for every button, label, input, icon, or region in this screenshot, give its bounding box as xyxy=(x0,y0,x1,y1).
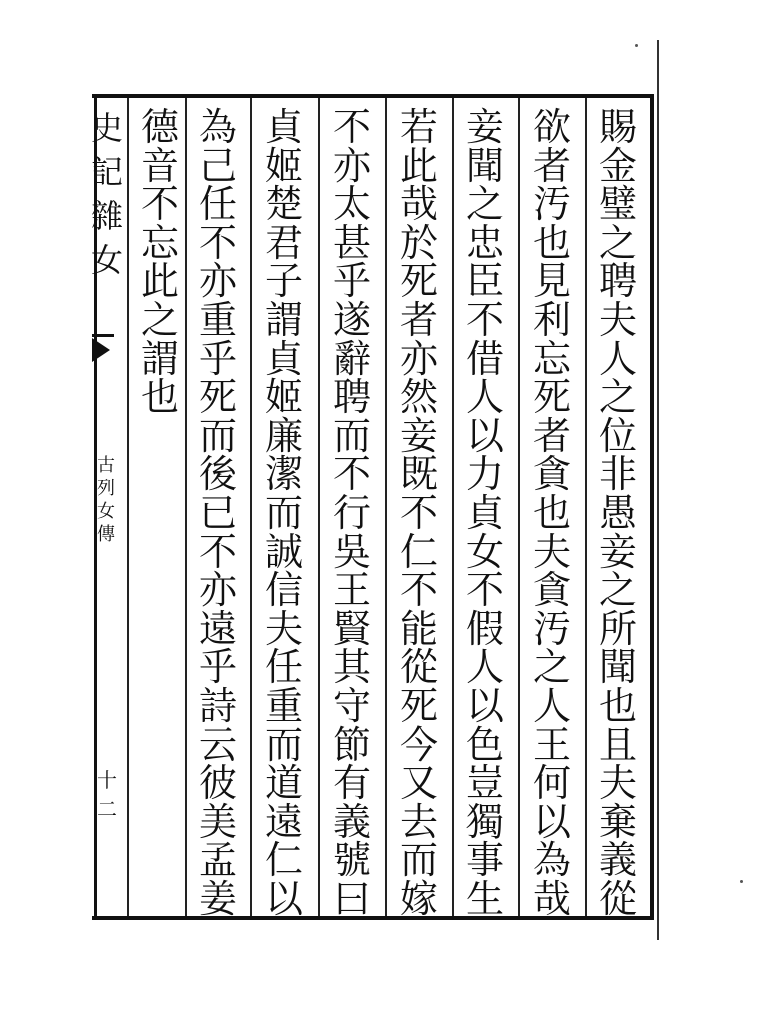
text-character: 人 xyxy=(598,336,637,381)
text-character: 乎 xyxy=(332,259,371,304)
text-column xyxy=(455,105,515,921)
text-character: 忠 xyxy=(465,220,504,265)
text-character: 事 xyxy=(465,838,504,883)
text-character: 能 xyxy=(399,606,438,651)
text-character: 色 xyxy=(465,722,504,767)
text-character: 之 xyxy=(532,645,571,690)
text-character: 廉 xyxy=(264,413,303,458)
text-character: 不 xyxy=(332,105,371,149)
text-character: 仁 xyxy=(399,529,438,574)
text-character: 聞 xyxy=(598,645,637,690)
text-character: 重 xyxy=(198,297,237,342)
text-character: 夫 xyxy=(598,297,637,342)
text-character: 君 xyxy=(264,220,303,265)
text-character: 而 xyxy=(198,413,237,458)
text-character: 號 xyxy=(332,838,371,883)
text-character: 臣 xyxy=(465,259,504,304)
text-character: 不 xyxy=(332,452,371,497)
text-character: 亦 xyxy=(198,568,237,613)
text-character: 義 xyxy=(598,838,637,883)
text-character: 汚 xyxy=(532,182,571,227)
text-character: 不 xyxy=(465,297,504,342)
text-character: 金 xyxy=(598,143,637,188)
text-character: 也 xyxy=(140,375,179,420)
fishtail-mark-icon xyxy=(92,338,110,362)
text-character: 之 xyxy=(598,568,637,613)
text-character: 德 xyxy=(140,105,179,149)
text-character: 已 xyxy=(198,490,237,535)
text-character: 也 xyxy=(532,220,571,265)
text-character: 嫁 xyxy=(399,876,438,921)
text-character: 夫 xyxy=(598,761,637,806)
text-character: 不 xyxy=(140,182,179,227)
text-character: 不 xyxy=(399,490,438,535)
text-character: 非 xyxy=(598,452,637,497)
text-character: 聘 xyxy=(598,259,637,304)
text-character: 此 xyxy=(399,143,438,188)
text-character: 借 xyxy=(465,336,504,381)
scan-speck xyxy=(635,44,638,47)
text-character: 遠 xyxy=(198,606,237,651)
text-character: 死 xyxy=(399,259,438,304)
text-character: 誠 xyxy=(264,529,303,574)
column-rule xyxy=(585,98,587,916)
text-character: 而 xyxy=(399,838,438,883)
page-edge-line xyxy=(657,40,659,940)
text-character: 生 xyxy=(465,876,504,921)
text-character: 去 xyxy=(399,799,438,844)
text-character: 又 xyxy=(399,761,438,806)
text-column xyxy=(188,105,248,921)
text-character: 璧 xyxy=(598,182,637,227)
text-character: 行 xyxy=(332,490,371,535)
text-character: 於 xyxy=(399,220,438,265)
text-character: 美 xyxy=(198,799,237,844)
text-character: 愚 xyxy=(598,490,637,535)
text-character: 汚 xyxy=(532,606,571,651)
text-character: 姬 xyxy=(264,143,303,188)
text-character: 從 xyxy=(598,876,637,921)
text-column xyxy=(130,105,190,420)
text-character: 此 xyxy=(140,259,179,304)
text-character: 不 xyxy=(198,220,237,265)
text-character: 謂 xyxy=(264,297,303,342)
column-rule xyxy=(518,98,520,916)
text-character: 獨 xyxy=(465,799,504,844)
text-character: 人 xyxy=(532,683,571,728)
text-character: 亦 xyxy=(399,336,438,381)
text-character: 為 xyxy=(532,838,571,883)
frame-right-border xyxy=(650,94,654,920)
text-character: 也 xyxy=(598,683,637,728)
text-character: 以 xyxy=(465,413,504,458)
text-character: 節 xyxy=(332,722,371,767)
text-character: 力 xyxy=(465,452,504,497)
text-character: 妾 xyxy=(598,529,637,574)
column-rule xyxy=(318,98,320,916)
page-number: 十二 xyxy=(97,768,117,821)
text-character: 哉 xyxy=(399,182,438,227)
text-column xyxy=(389,105,449,921)
text-column xyxy=(254,105,314,921)
text-character: 賢 xyxy=(332,606,371,651)
text-character: 王 xyxy=(332,568,371,613)
text-character: 姬 xyxy=(264,375,303,420)
text-character: 不 xyxy=(399,568,438,613)
text-character: 所 xyxy=(598,606,637,651)
text-character: 以 xyxy=(532,799,571,844)
text-character: 妾 xyxy=(399,413,438,458)
margin-book-title xyxy=(94,454,118,546)
column-rule xyxy=(250,98,252,916)
margin-title-char: 史 xyxy=(90,109,123,147)
text-character: 既 xyxy=(399,452,438,497)
text-character: 然 xyxy=(399,375,438,420)
text-character: 哉 xyxy=(532,876,571,921)
text-character: 任 xyxy=(264,645,303,690)
text-character: 亦 xyxy=(332,143,371,188)
text-character: 之 xyxy=(598,375,637,420)
text-character: 其 xyxy=(332,645,371,690)
text-character: 也 xyxy=(532,490,571,535)
text-character: 義 xyxy=(332,799,371,844)
text-character: 詩 xyxy=(198,683,237,728)
text-character: 人 xyxy=(465,645,504,690)
text-character: 曰 xyxy=(332,876,371,921)
text-character: 忘 xyxy=(532,336,571,381)
text-character: 夫 xyxy=(532,529,571,574)
text-character: 者 xyxy=(532,413,571,458)
margin-book-char: 傳 xyxy=(97,524,115,545)
text-character: 子 xyxy=(264,259,303,304)
text-character: 豈 xyxy=(465,761,504,806)
margin-book-char: 列 xyxy=(97,478,115,499)
text-character: 信 xyxy=(264,568,303,613)
text-character: 遂 xyxy=(332,297,371,342)
text-character: 從 xyxy=(399,645,438,690)
text-character: 姜 xyxy=(198,876,237,921)
column-rule xyxy=(452,98,454,916)
text-character: 孟 xyxy=(198,838,237,883)
text-character: 後 xyxy=(198,452,237,497)
margin-title-char: 雜 xyxy=(90,197,123,235)
text-character: 聞 xyxy=(465,143,504,188)
scan-speck xyxy=(740,880,743,883)
text-character: 道 xyxy=(264,761,303,806)
margin-book-char: 女 xyxy=(97,501,115,522)
margin-title xyxy=(90,106,124,282)
text-character: 彼 xyxy=(198,761,237,806)
column-rule xyxy=(127,98,129,916)
text-character: 而 xyxy=(264,722,303,767)
text-character: 吳 xyxy=(332,529,371,574)
text-character: 貪 xyxy=(532,452,571,497)
text-character: 者 xyxy=(532,143,571,188)
text-character: 重 xyxy=(264,683,303,728)
text-character: 之 xyxy=(598,220,637,265)
text-character: 聘 xyxy=(332,375,371,420)
text-character: 乎 xyxy=(198,645,237,690)
text-character: 死 xyxy=(532,375,571,420)
text-character: 楚 xyxy=(264,182,303,227)
text-character: 何 xyxy=(532,761,571,806)
text-character: 不 xyxy=(198,529,237,574)
text-character: 夫 xyxy=(264,606,303,651)
text-character: 之 xyxy=(140,297,179,342)
text-character: 見 xyxy=(532,259,571,304)
text-character: 乎 xyxy=(198,336,237,381)
text-character: 謂 xyxy=(140,336,179,381)
text-character: 忘 xyxy=(140,220,179,265)
text-character: 亦 xyxy=(198,259,237,304)
text-character: 者 xyxy=(399,297,438,342)
text-character: 利 xyxy=(532,297,571,342)
text-character: 女 xyxy=(465,529,504,574)
text-character: 為 xyxy=(198,105,237,149)
text-character: 王 xyxy=(532,722,571,767)
text-character: 今 xyxy=(399,722,438,767)
text-character: 賜 xyxy=(598,105,637,149)
text-character: 不 xyxy=(465,568,504,613)
margin-book-char: 古 xyxy=(97,455,115,476)
text-character: 貪 xyxy=(532,568,571,613)
text-character: 太 xyxy=(332,182,371,227)
frame-top-border xyxy=(92,94,654,98)
column-rule xyxy=(385,98,387,916)
margin-title-char: 記 xyxy=(90,153,123,191)
margin-title-char: 女 xyxy=(90,241,123,279)
text-character: 云 xyxy=(198,722,237,767)
text-character: 死 xyxy=(399,683,438,728)
text-character: 遠 xyxy=(264,799,303,844)
text-column xyxy=(322,105,382,921)
text-character: 人 xyxy=(465,375,504,420)
text-character: 任 xyxy=(198,182,237,227)
text-character: 死 xyxy=(198,375,237,420)
text-character: 甚 xyxy=(332,220,371,265)
text-character: 以 xyxy=(264,876,303,921)
text-character: 貞 xyxy=(264,336,303,381)
text-character: 棄 xyxy=(598,799,637,844)
text-character: 假 xyxy=(465,606,504,651)
fishtail-mark-bar xyxy=(92,334,114,337)
text-column xyxy=(588,105,648,921)
text-character: 之 xyxy=(465,182,504,227)
text-character: 有 xyxy=(332,761,371,806)
text-character: 辭 xyxy=(332,336,371,381)
text-character: 欲 xyxy=(532,105,571,149)
text-character: 音 xyxy=(140,143,179,188)
text-column xyxy=(522,105,582,921)
text-character: 而 xyxy=(332,413,371,458)
text-character: 妾 xyxy=(465,105,504,149)
text-character: 以 xyxy=(465,683,504,728)
text-character: 而 xyxy=(264,490,303,535)
text-character: 守 xyxy=(332,683,371,728)
text-character: 位 xyxy=(598,413,637,458)
text-character: 若 xyxy=(399,105,438,149)
text-character: 且 xyxy=(598,722,637,767)
text-character: 己 xyxy=(198,143,237,188)
text-character: 貞 xyxy=(465,490,504,535)
text-character: 仁 xyxy=(264,838,303,883)
text-character: 潔 xyxy=(264,452,303,497)
text-character: 貞 xyxy=(264,105,303,149)
